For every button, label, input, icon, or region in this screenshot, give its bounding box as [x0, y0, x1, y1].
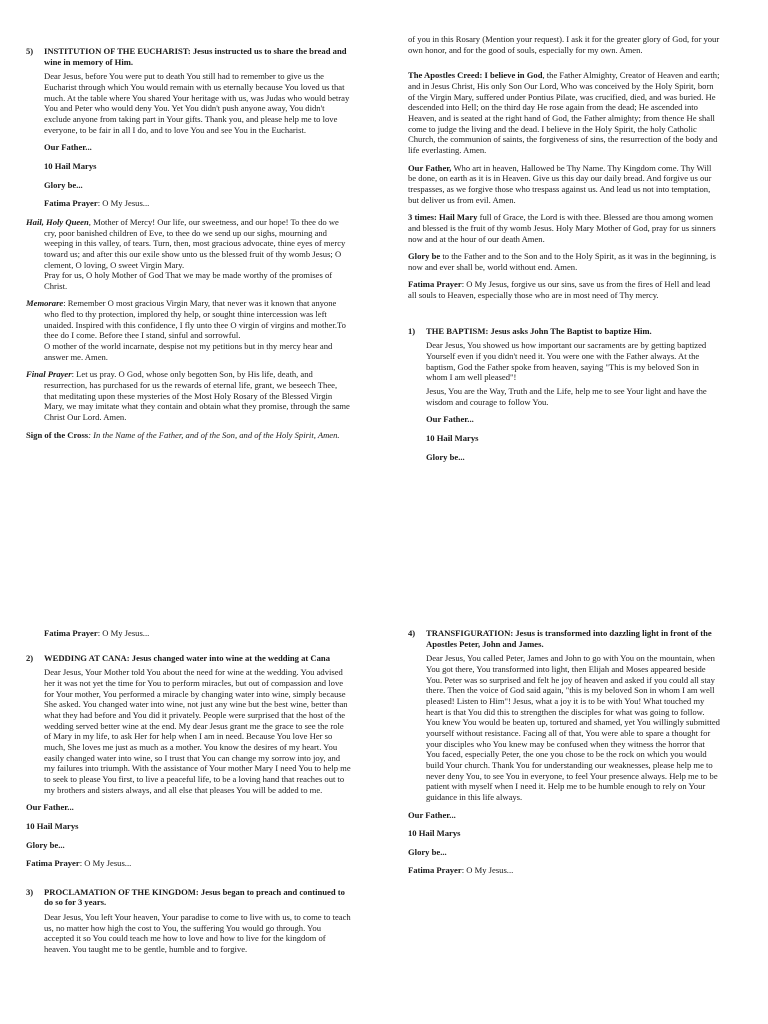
- final-prayer-label: Final Prayer: [26, 369, 72, 380]
- mystery-2-heading: [26, 653, 352, 664]
- glory-be-label: Glory be...: [426, 451, 465, 462]
- mystery-4-heading: [408, 628, 720, 649]
- glory-be-label: Glory be...: [26, 839, 65, 850]
- sign-of-cross-label: Sign of the Cross: [26, 429, 89, 440]
- apostles-creed: [408, 70, 720, 155]
- mystery-title: INSTITUTION OF THE EUCHARIST: Jesus instructed us to share the bread and wine in memory of Him.: [44, 46, 347, 67]
- mystery-1-meditation-2: Jesus, You are the Way, Truth and the Life, help me to see Your light and have the wisdom and courage to follow You.: [426, 386, 707, 407]
- fatima-prayer-label: Fatima Prayer: [408, 865, 462, 876]
- fatima-prayer-text: : O My Jesus...: [79, 858, 132, 869]
- sign-of-cross-text: : In the Name of the Father, and of the Son, and of the Holy Spirit, Amen.: [88, 429, 340, 440]
- memorare-prayer: [26, 298, 352, 362]
- quadrant-top-left: [26, 46, 352, 447]
- fatima-prayer-label: Fatima Prayer: [44, 628, 98, 638]
- fatima-prayer-text: : O My Jesus...: [97, 628, 150, 638]
- mystery-2-meditation: Dear Jesus, Your Mother told You about the need for wine at the wedding. You advised her it was not yet the time for You to perform miracles, but out of compassion and love for Your mother, You performed a miracle by changing water into wine, simply because She asked. You changed water into wine, not just any wine but the best wine, better than what they had before and You did it privately. People were surprised that the host of the wedding served better wine at the end. My dear Jesus grant me the grace to see the role of Mary in my life, to ask Her for help when I am in need. Because You love Her so much, She loves me just as much as a mother. You know the desires of my heart. You easily changed water into wine, so I trust that You can change my sorrow into joy, and my failures into triumph. With the assistance of Your mother Mary I need You to help me to seek to please You first, to live a peaceful life, to be a loving hand that reaches out to my brothers and sisters always, and all else that pleases You will be added to me.: [44, 667, 351, 795]
- fatima-prayer-line: [44, 628, 352, 639]
- fatima-prayer-full: [408, 279, 720, 300]
- mystery-title: WEDDING AT CANA: Jesus changed water into wine at the wedding at Cana: [44, 652, 330, 663]
- hail-marys-label: 10 Hail Marys: [26, 820, 79, 831]
- mystery-title: TRANSFIGURATION: Jesus is transformed into dazzling light in front of the Apostles Peter, John and James.: [426, 628, 712, 649]
- fatima-prayer-line: [26, 858, 352, 869]
- sign-of-cross: [26, 430, 352, 441]
- mystery-title: THE BAPTISM: Jesus asks John The Baptist to baptize Him.: [426, 325, 652, 336]
- hail-holy-queen-prayer: [26, 217, 352, 292]
- our-father-label: Our Father...: [426, 414, 474, 425]
- memorare-label: Memorare: [26, 298, 64, 309]
- fatima-prayer-text: : O My Jesus...: [97, 198, 150, 209]
- our-father-prayer: [408, 163, 720, 206]
- our-father-prayer-label: Our Father,: [408, 162, 452, 173]
- mystery-number: 2): [26, 652, 34, 663]
- mystery-4-meditation: Dear Jesus, You called Peter, James and John to go with You on the mountain, when You got there, You transformed into light, then Elijah and Moses appeared beside You. Peter was so surprised and felt he joy of heaven and asked if you could all stay there. Then the voice of God said again, "this is my beloved Son in whom I am well pleased! Listen to Him"! Jesus, what a joy it is to be with You! What touched my heart is that You did this to strengthen the disciples for what was going to follow. You knew You would be beaten up, tortured and shamed, yet You willingly submitted yourself without resistance. Facing all of that, You were able to spare a thought for your disciples who You knew may be confused when they witness the horror that You faced, especially Peter, the one you chose to be the rock on which you would build Your church. Thank You for understanding our weaknesses, please help me to never deny You, to see You in everyone, to feel Your presence always. Help me to be patient with myself when I need it. Help me to be humble enough to rely on Your guidance in this life always.: [426, 653, 720, 802]
- fatima-prayer-text: : O My Jesus...: [461, 865, 514, 876]
- hail-mary-prayer-label: 3 times: Hail Mary: [408, 212, 478, 223]
- mystery-1-meditation: Dear Jesus, You showed us how important our sacraments are by getting baptized Yourself even if you didn't need it. You were one with the Father always. At the baptism, God the Father spoke from heaven, saying "This is my beloved Son in whom I am well pleased"!: [426, 340, 707, 383]
- our-father-label: Our Father...: [44, 142, 92, 153]
- mystery-1-heading: [408, 326, 720, 337]
- glory-be-label: Glory be...: [408, 846, 447, 857]
- apostles-creed-label: The Apostles Creed: I believe in God: [408, 70, 543, 81]
- memorare-text: : Remember O most gracious Virgin Mary, that never was it known that anyone who fled to thy protection, implored thy help, or sought thine intercession was left unaided. Inspired with this confidence, I fly unto thee O virgin of virgins and mother.To thee do I come. Before thee I stand, sinful and sorrowful.: [44, 298, 346, 341]
- request-intro: of you in this Rosary (Mention your request). I ask it for the greater glory of God, for your own honor, and for the good of souls, especially for my own. Amen.: [408, 34, 720, 55]
- hail-mary-prayer: [408, 212, 720, 244]
- quadrant-bottom-right: [408, 628, 720, 884]
- glory-be-label: Glory be...: [44, 179, 83, 190]
- mystery-3-meditation: Dear Jesus, You left Your heaven, Your paradise to come to live with us, to come to teach us, no matter how high the cost to You, the suffering You would go through. You accepted it so You could teach me how to love and how to live for the kingdom of heaven. You taught me to be gentle, humble and to forgive.: [44, 912, 351, 955]
- apostles-creed-text: , the Father Almighty, Creator of Heaven and earth; and in Jesus Christ, His only Son Our Lord, Who was conceived by the Holy Spirit, born of the Virgin Mary, suffered under Pontius Pilate, was crucified, died, and was buried. He descended into Hell; on the third day He rose again from the dead; He ascended into Heaven, and is seated at the right hand of God, the Father almighty; from thence He shall come to judge the living and the dead. I believe in the Holy Spirit, the holy Catholic Church, the communion of saints, the forgiveness of sins, the resurrection of the body and life everlasting. Amen.: [408, 70, 720, 155]
- hail-holy-queen-text: , Mother of Mercy! Our life, our sweetness, and our hope! To thee do we cry, poor banished children of Eve, to thee do we send up our sighs, mourning and weeping in this valley, of tears. Turn, then, most gracious advocate, thine eyes of mercy toward us; and after this our exile show unto us the blessed fruit of thy womb Jesus; O clement, O loving, O sweet Virgin Mary.: [44, 216, 346, 270]
- hail-holy-queen-pray: Pray for us, O holy Mother of God That we may be made worthy of the promises of Christ.: [44, 270, 333, 291]
- mystery-number: 3): [26, 886, 34, 897]
- hail-holy-queen-label: Hail, Holy Queen: [26, 216, 89, 227]
- mystery-5-meditation: Dear Jesus, before You were put to death You still had to remember to give us the Eucharist through which You would remain with us eternally because You loved us that much. At the table where You shared Your heritage with us, was Judas who would betray You and Peter who would deny You. Yet You didn't push anyone away, You didn't exclude anyone from taking part in Your gifts. Thank you, and please help me to love everyone, to be fair in all I do, and to love You and see You in the Eucharist.: [44, 71, 350, 135]
- final-prayer: [26, 369, 352, 422]
- final-prayer-text: : Let us pray. O God, whose only begotten Son, by His life, death, and resurrection, has purchased for us the rewards of eternal life, grant, we beseech Thee, that meditating upon these mysteries of the Most Holy Rosary of the Blessed Virgin Mary, we may imitate what they contain and obtain what they promise, through the same Christ Our Lord. Amen.: [44, 369, 350, 423]
- glory-be-prayer: [408, 251, 720, 272]
- mystery-title: PROCLAMATION OF THE KINGDOM: Jesus began to preach and continued to do so for 3 years.: [44, 886, 345, 908]
- hail-mary-prayer-text: full of Grace, the Lord is with thee. Blessed are thou among women and blessed is the fruit of thy womb Jesus. Holy Mary Mother of God, pray for us sinners now and at the hour of our death Amen.: [408, 212, 716, 244]
- hail-marys-label: 10 Hail Marys: [408, 828, 461, 839]
- mystery-number: 4): [408, 628, 416, 638]
- memorare-text-2: O mother of the world incarnate, despise not my petitions but in thy mercy hear and answer me. Amen.: [44, 341, 333, 362]
- mystery-3-heading: [26, 887, 352, 908]
- quadrant-bottom-left: [26, 628, 352, 962]
- fatima-prayer-label: Fatima Prayer: [44, 198, 98, 209]
- our-father-label: Our Father...: [408, 809, 456, 820]
- hail-marys-label: 10 Hail Marys: [44, 160, 97, 171]
- our-father-prayer-text: Who art in heaven, Hallowed be Thy Name. Thy Kingdom come. Thy Will be done, on earth as it is in Heaven. Give us this day our daily bread. And forgive us our trespasses, as we forgive those who trespass against us. And lead us not into temptation, but deliver us from evil. Amen.: [408, 162, 712, 205]
- mystery-5-heading: [26, 46, 352, 67]
- fatima-prayer-label: Fatima Prayer: [26, 858, 80, 869]
- glory-be-prayer-label: Glory be: [408, 251, 441, 262]
- hail-marys-label: 10 Hail Marys: [426, 433, 479, 444]
- fatima-prayer-full-text: : O My Jesus, forgive us our sins, save us from the fires of Hell and lead all souls to Heaven, especially those who are in most need of Thy mercy.: [408, 279, 711, 301]
- mystery-number: 1): [408, 325, 416, 336]
- our-father-label: Our Father...: [26, 802, 74, 813]
- fatima-prayer-line: [44, 198, 352, 209]
- glory-be-prayer-text: to the Father and to the Son and to the Holy Spirit, as it was in the beginning, is now and ever shall be, world without end. Amen.: [408, 251, 716, 272]
- mystery-number: 5): [26, 46, 34, 56]
- fatima-prayer-full-label: Fatima Prayer: [408, 279, 462, 290]
- fatima-prayer-line: [408, 865, 720, 876]
- quadrant-top-right: [408, 34, 720, 470]
